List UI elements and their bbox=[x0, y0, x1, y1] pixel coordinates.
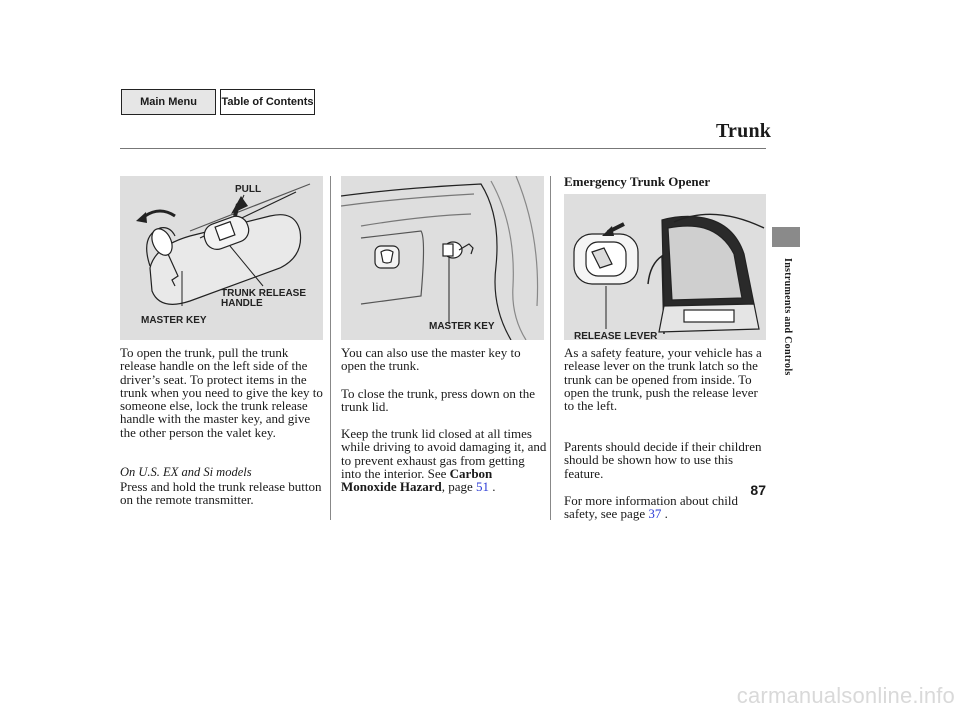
column-divider-2 bbox=[550, 176, 551, 520]
carbon-monoxide-link-line1[interactable]: Carbon bbox=[449, 465, 493, 481]
master-key-label-2: MASTER KEY bbox=[429, 321, 495, 332]
main-menu-button[interactable]: Main Menu bbox=[121, 89, 216, 115]
col2-page-text: , page bbox=[441, 479, 477, 495]
header-rule bbox=[120, 148, 766, 149]
section-tab-marker bbox=[772, 227, 800, 247]
col1-paragraph-1: To open the trunk, pull the trunk release handle on the left side of the driver’s seat. To protect items in the trunk when you need to give the key to someone else, lock the trunk release handle with the master key, and give the other person the valet key. bbox=[120, 345, 323, 440]
page-51-link[interactable]: 51 bbox=[476, 479, 490, 495]
col1-paragraph-2: Press and hold the trunk release button on the remote transmitter. bbox=[120, 479, 322, 508]
col3-paragraph-3-text: For more information about child safety, see page bbox=[564, 493, 739, 522]
col2-paragraph-2: To close the trunk, press down on the trunk lid. bbox=[341, 386, 536, 415]
col3-paragraph-3 bbox=[564, 494, 768, 521]
trunk-release-handle-label-line2: HANDLE bbox=[221, 298, 263, 309]
page-title: Trunk bbox=[716, 120, 772, 142]
trunk-release-handle-figure bbox=[120, 176, 323, 340]
site-watermark: carmanualsonline.info bbox=[736, 683, 955, 708]
trunk-release-handle-label-line1: TRUNK RELEASE bbox=[221, 288, 307, 299]
emergency-release-lever-illustration bbox=[564, 194, 766, 340]
col3-paragraph-2: Parents should decide if their children should be shown how to use this feature. bbox=[564, 439, 762, 481]
trunk-key-lock-illustration bbox=[341, 176, 544, 340]
col2-paragraph-3 bbox=[341, 427, 547, 493]
col2-paragraph-1: You can also use the master key to open the trunk. bbox=[341, 345, 521, 374]
carbon-monoxide-link-line2[interactable]: Monoxide Hazard bbox=[341, 479, 442, 495]
page-37-link[interactable]: 37 bbox=[648, 506, 662, 522]
models-note: On U.S. EX and Si models bbox=[120, 465, 252, 479]
section-side-label: Instruments and Controls bbox=[782, 258, 793, 376]
page-number: 87 bbox=[750, 482, 766, 498]
master-key-label: MASTER KEY bbox=[141, 315, 207, 326]
col3-paragraph-1: As a safety feature, your vehicle has a release lever on the trunk latch so the trunk can be opened from inside. To open the trunk, push the release lever to the left. bbox=[564, 345, 762, 414]
col3-period: . bbox=[661, 506, 668, 522]
column-divider-1 bbox=[330, 176, 331, 520]
table-of-contents-button[interactable]: Table of Contents bbox=[220, 89, 315, 115]
emergency-release-lever-figure bbox=[564, 194, 766, 340]
trunk-key-lock-figure bbox=[341, 176, 544, 340]
release-lever-label: RELEASE LEVER bbox=[574, 331, 658, 342]
col2-paragraph-3-text: Keep the trunk lid closed at all times while driving to avoid damaging it, and to prevent exhaust gas from getting into the interior. See bbox=[341, 426, 547, 481]
col2-period: . bbox=[489, 479, 496, 495]
pull-label: PULL bbox=[235, 184, 262, 195]
emergency-trunk-opener-heading: Emergency Trunk Opener bbox=[564, 174, 711, 189]
